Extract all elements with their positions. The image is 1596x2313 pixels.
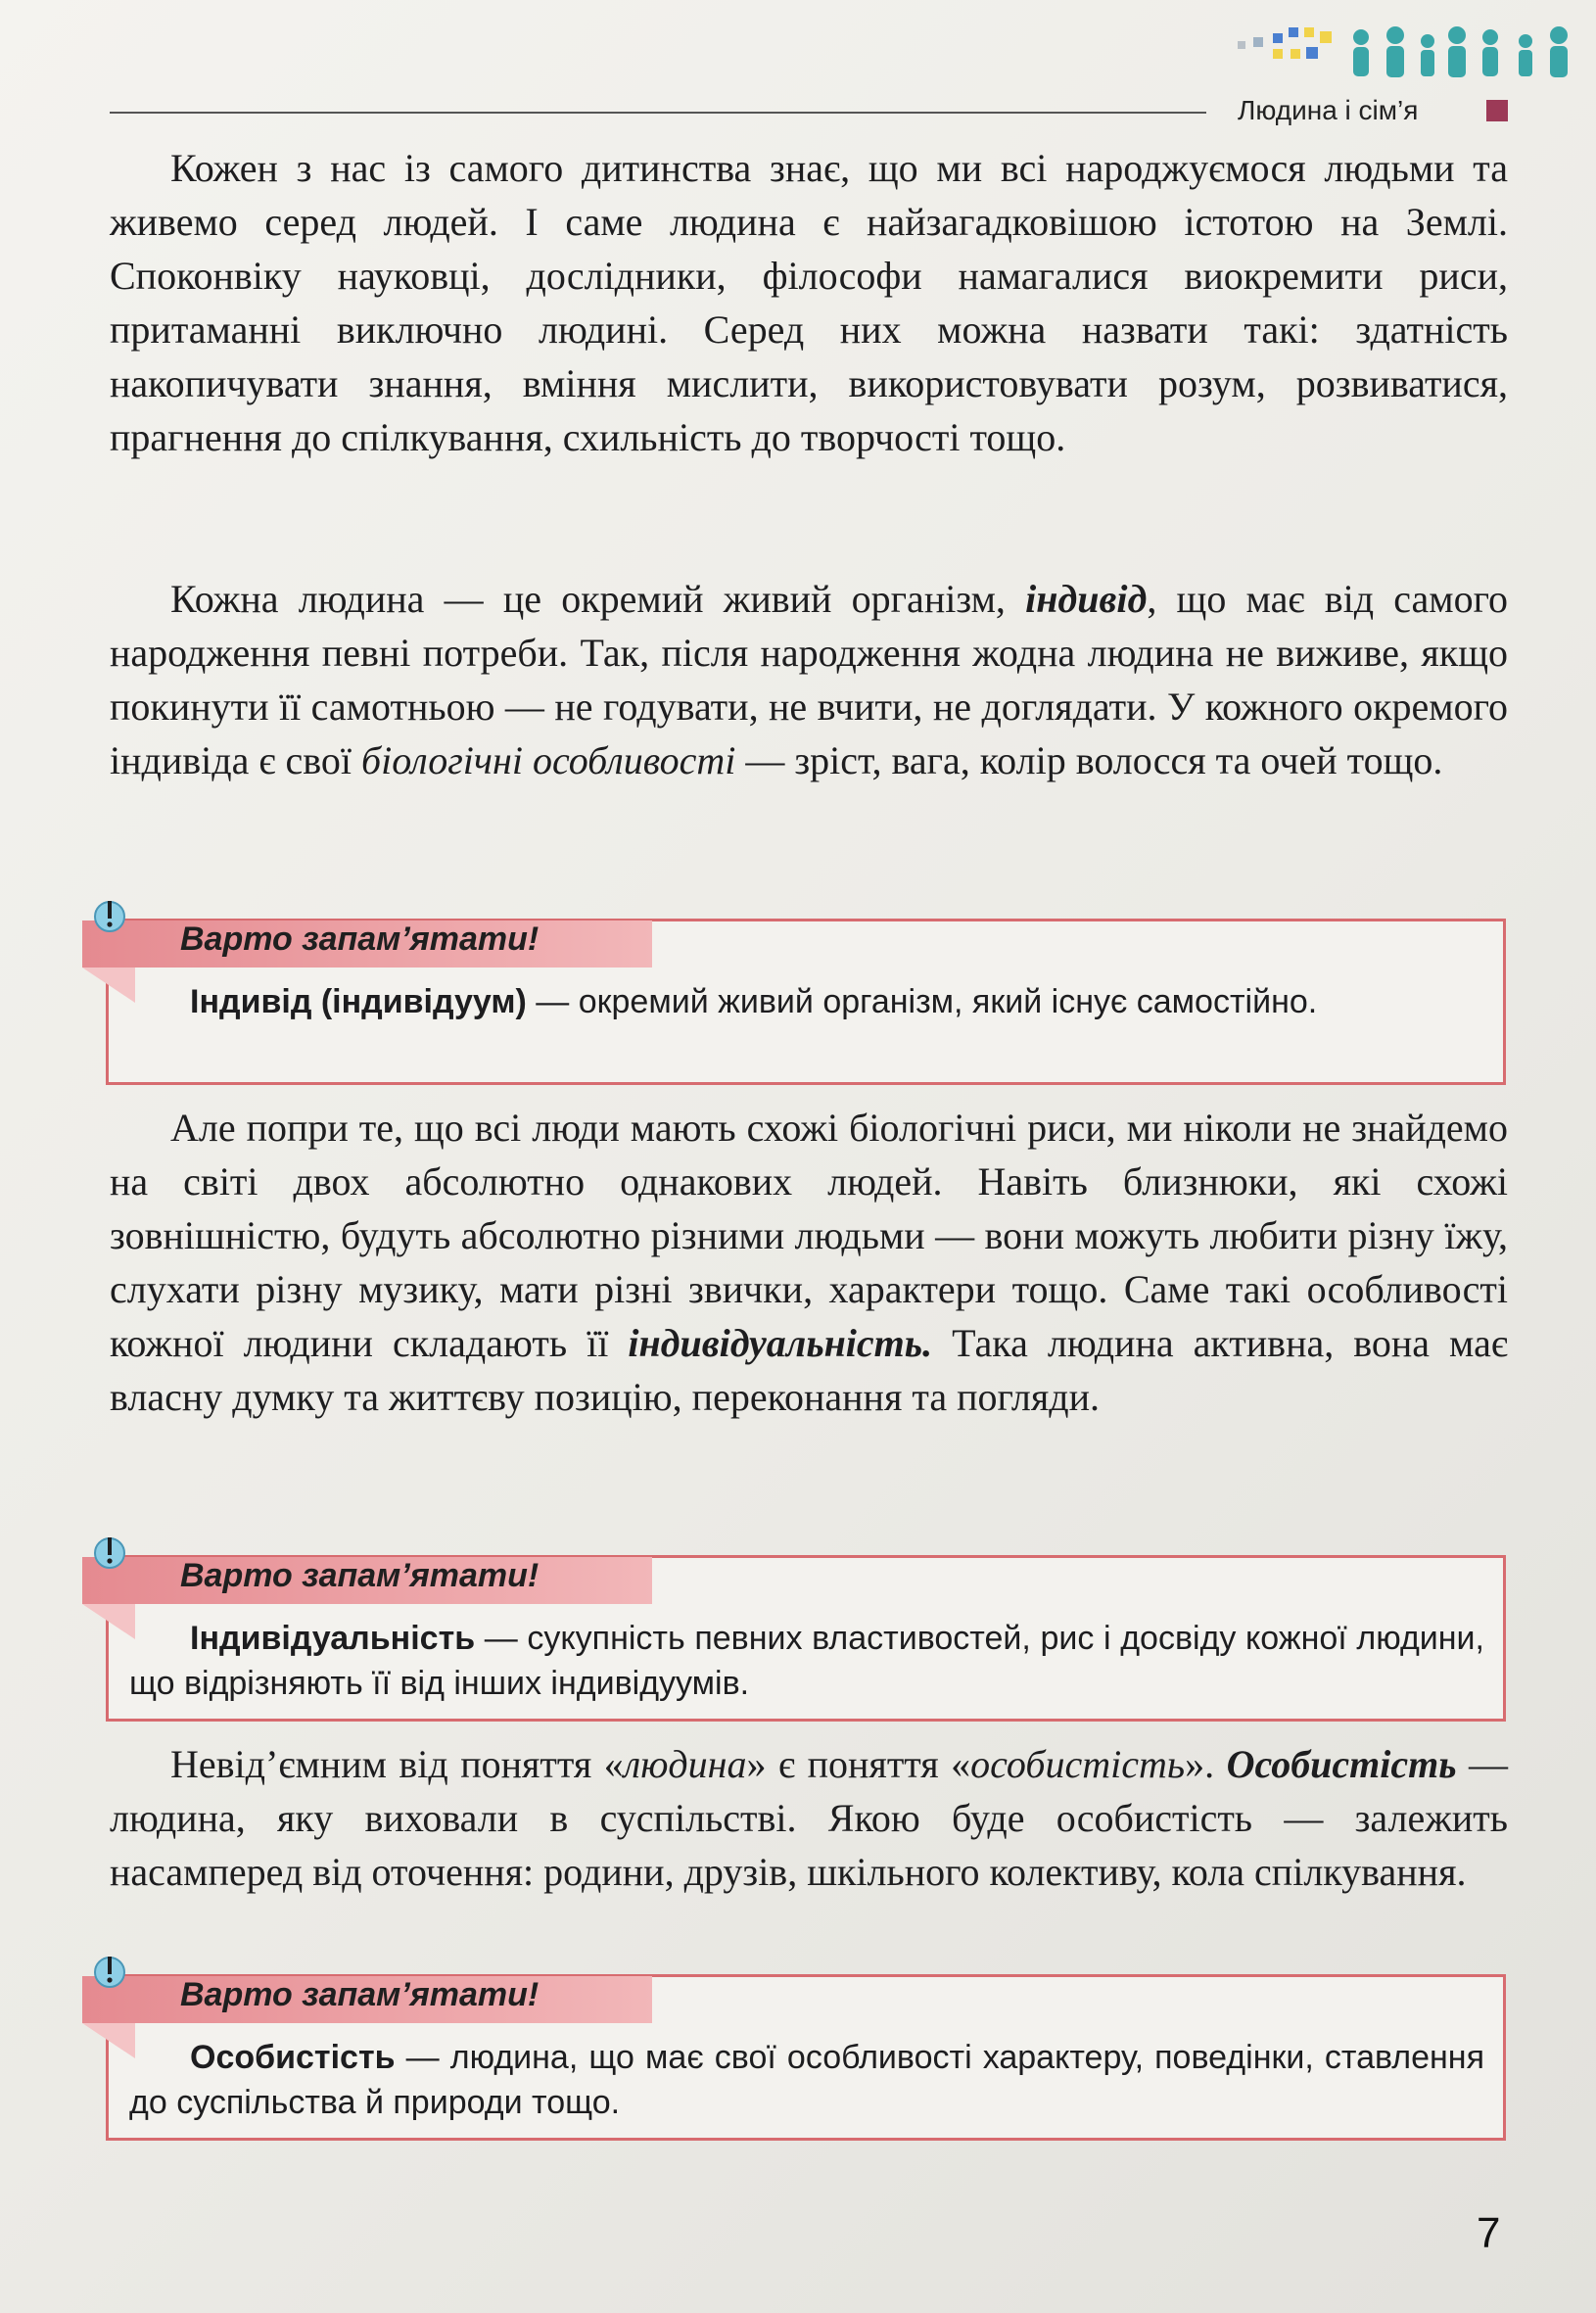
paragraph-3-text-1: Але попри те, що всі люди мають схожі біологічні риси, ми ніколи не знайдемо на світі двох абсолютно однакових людей. Навіть близнюки, які схожі зовнішністю, будуть абсолютно різними людьми — вони можуть любити різну їжу, слухати різну музику, мати різні звички, характери тощо. Саме такі особливості кожної людини складають її	[110, 1106, 1508, 1365]
paragraph-2-text-3: — зріст, вага, колір волосся та очей тощо.	[735, 738, 1443, 782]
note-definition-3: — людина, що має свої особливості характеру, поведінки, ставлення до суспільства й природи тощо.	[129, 2039, 1484, 2121]
term-personality: Особистість	[1226, 1742, 1457, 1786]
paragraph-2-text-2: , що має від самого народження певні потреби. Так, після народження жодна людина не виживе, якщо покинути її самотньою — не годувати, не вчити, не доглядати. У кожного окремого індивіда є свої	[110, 577, 1508, 782]
paragraph-4-text-2: » є поняття «	[746, 1742, 971, 1786]
page-number: 7	[1477, 2209, 1501, 2257]
term-individ: індивід	[1025, 577, 1148, 621]
paragraph-2	[110, 572, 1508, 787]
paragraph-4-text-3: ».	[1185, 1742, 1227, 1786]
note-text-1	[129, 979, 1484, 1024]
paragraph-2-text-1: Кожна людина — це окремий живий організм,	[170, 577, 1026, 621]
paragraph-3-text-2: Така людина активна, вона має власну думку та життєву позицію, переконання та погляди.	[110, 1321, 1508, 1419]
note-term-3: Особистість	[190, 2039, 396, 2076]
paragraph-4-text-1: Невід’ємним від поняття «	[170, 1742, 624, 1786]
note-definition-2: — сукупність певних властивостей, рис і досвіду кожної людини, що відрізняють її від інших індивідуумів.	[129, 1620, 1484, 1702]
paragraph-3	[110, 1101, 1508, 1424]
paragraph-1-text: Кожен з нас із самого дитинства знає, що ми всі народжуємося людьми та живемо серед людей. І саме людина є найзагадковішою істотою на Землі. Споконвіку науковці, дослідники, філософи намагалися виокремити риси, притаманні виключно людині. Серед них можна назвати такі: здатність накопичувати знання, вміння мислити, використовувати розум, розвиватися, прагнення до спілкування, схильність до творчості тощо.	[110, 146, 1508, 459]
note-text-3	[129, 2035, 1484, 2125]
term-biological-features: біологічні особливості	[361, 738, 736, 782]
header-square-marker	[1486, 100, 1508, 121]
note-title-1: Варто запам’ятати!	[180, 920, 540, 958]
header-people-icon	[1234, 20, 1596, 93]
pin-icon	[90, 895, 129, 934]
paragraph-4	[110, 1737, 1508, 1899]
term-human: людина	[623, 1742, 747, 1786]
note-title-3: Варто запам’ятати!	[180, 1976, 540, 2013]
note-text-2	[129, 1616, 1484, 1706]
note-definition-1: — окремий живий організм, який існує самостійно.	[526, 983, 1318, 1020]
pin-icon	[90, 1532, 129, 1571]
note-title-2: Варто запам’ятати!	[180, 1557, 540, 1594]
note-term-2: Індивідуальність	[190, 1620, 476, 1657]
term-personality-quoted: особистість	[970, 1742, 1186, 1786]
note-term-1: Індивід (індивідуум)	[190, 983, 527, 1020]
paragraph-4-text-4: — людина, яку виховали в суспільстві. Якою буде особистість — залежить насамперед від оточення: родини, друзів, шкільного колективу, кола спілкування.	[110, 1742, 1509, 1894]
pin-icon	[90, 1951, 129, 1990]
running-title: Людина і сім’я	[1238, 95, 1419, 125]
paragraph-1	[110, 141, 1508, 464]
header-rule	[110, 112, 1206, 114]
term-individuality: індивідуальність.	[628, 1321, 933, 1365]
